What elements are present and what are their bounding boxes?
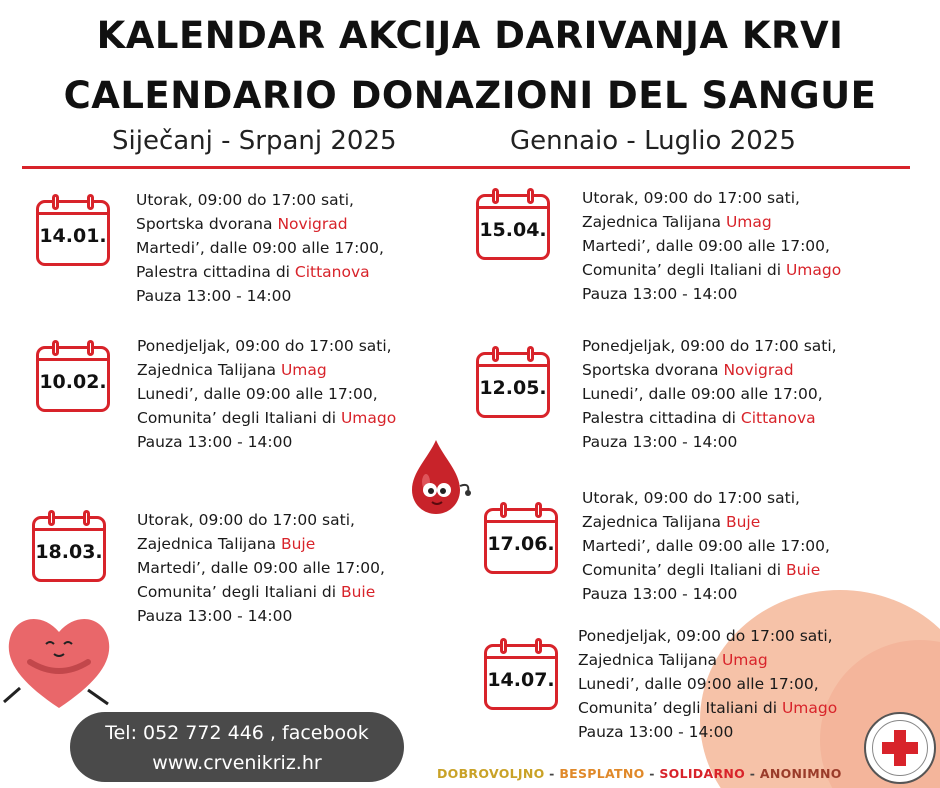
event-details: Ponedjeljak, 09:00 do 17:00 sati, Zajednica Talijana Umag Lunedi’, dalle 09:00 alle 17:00, Comunita’ degli Italiani di Umago Pauza 13:00 - 14:00 [578, 627, 838, 741]
title-croatian: KALENDAR AKCIJA DARIVANJA KRVI [96, 14, 844, 57]
event-date: 14.01. [39, 225, 107, 247]
calendar-icon [476, 352, 550, 418]
event-details: Utorak, 09:00 do 17:00 sati, Zajednica Talijana Umag Martedi’, dalle 09:00 alle 17:00, Comunita’ degli Italiani di Umago Pauza 13:00 - 14:00 [582, 189, 842, 303]
calendar-icon [484, 508, 558, 574]
event-details: Utorak, 09:00 do 17:00 sati, Zajednica Talijana Buje Martedi’, dalle 09:00 alle 17:00, Comunita’ degli Italiani di Buie Pauza 13:00 - 14:00 [137, 511, 385, 625]
divider-line [22, 166, 910, 169]
event-date: 14.07. [487, 669, 555, 691]
event-details: Utorak, 09:00 do 17:00 sati, Sportska dvorana Novigrad Martedi’, dalle 09:00 alle 17:00, Palestra cittadina di Cittanova Pauza 13:00 - 14:00 [136, 191, 384, 305]
footer-slogan: DOBROVOLJNO - BESPLATNO - SOLIDARNO - ANONIMNO [437, 766, 842, 781]
calendar-icon [32, 516, 106, 582]
event-date: 15.04. [479, 219, 547, 241]
contact-phone-facebook: Tel: 052 772 446 , facebook [105, 722, 369, 744]
calendar-icon [36, 200, 110, 266]
title-italian: CALENDARIO DONAZIONI DEL SANGUE [63, 74, 877, 117]
event-details: Ponedjeljak, 09:00 do 17:00 sati, Sportska dvorana Novigrad Lunedi’, dalle 09:00 alle 17:00, Palestra cittadina di Cittanova Pauza 13:00 - 14:00 [582, 337, 837, 451]
contact-website[interactable]: www.crvenikriz.hr [152, 752, 322, 774]
event-date: 18.03. [35, 541, 103, 563]
period-croatian: Siječanj - Srpanj 2025 [112, 126, 397, 156]
period-italian: Gennaio - Luglio 2025 [510, 126, 796, 156]
event-details: Ponedjeljak, 09:00 do 17:00 sati, Zajednica Talijana Umag Lunedi’, dalle 09:00 alle 17:00, Comunita’ degli Italiani di Umago Pauza 13:00 - 14:00 [137, 337, 397, 451]
calendar-icon [476, 194, 550, 260]
heart-mascot-icon [0, 604, 118, 716]
red-cross-logo [864, 712, 936, 784]
calendar-icon [484, 644, 558, 710]
event-date: 12.05. [479, 377, 547, 399]
contact-pill [70, 712, 404, 782]
blood-drop-mascot-icon [406, 436, 476, 516]
event-date: 10.02. [39, 371, 107, 393]
event-date: 17.06. [487, 533, 555, 555]
event-details: Utorak, 09:00 do 17:00 sati, Zajednica Talijana Buje Martedi’, dalle 09:00 alle 17:00, Comunita’ degli Italiani di Buie Pauza 13:00 - 14:00 [582, 489, 830, 603]
calendar-icon [36, 346, 110, 412]
